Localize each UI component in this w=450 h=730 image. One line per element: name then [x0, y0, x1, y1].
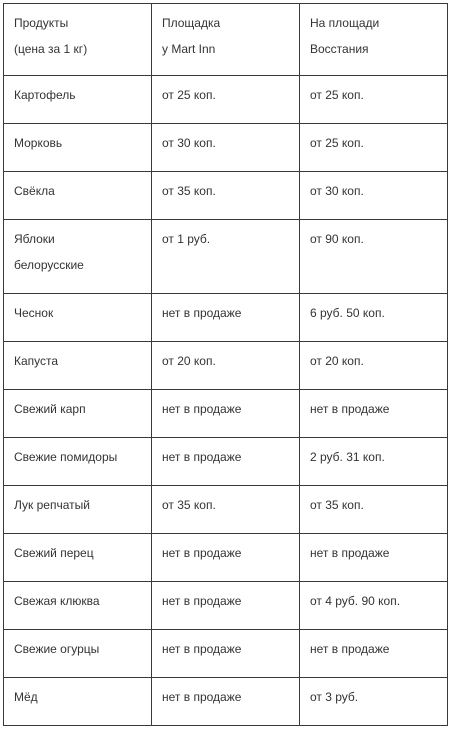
product-cell	[4, 630, 152, 678]
table-row	[4, 438, 448, 486]
square-price-cell: 6 руб. 50 коп.	[300, 294, 448, 342]
product-name: Свежая клюква	[14, 594, 100, 608]
product-cell	[4, 124, 152, 172]
mart-inn-price-cell: от 20 коп.	[152, 342, 300, 390]
table-row	[4, 124, 448, 172]
product-name: Капуста	[14, 354, 59, 368]
square-price-cell: от 20 коп.	[300, 342, 448, 390]
header-mart-inn	[152, 4, 300, 76]
product-cell	[4, 534, 152, 582]
mart-inn-price-cell: нет в продаже	[152, 438, 300, 486]
square-price-cell: нет в продаже	[300, 390, 448, 438]
product-cell	[4, 582, 152, 630]
product-name: Яблоки	[14, 232, 55, 246]
square-price-cell: от 30 коп.	[300, 172, 448, 220]
product-name: Чеснок	[14, 306, 54, 320]
mart-inn-price-cell: от 35 коп.	[152, 172, 300, 220]
square-price-cell: от 25 коп.	[300, 124, 448, 172]
product-name: Мёд	[14, 690, 38, 704]
product-name: белорусские	[14, 258, 84, 272]
table-row	[4, 582, 448, 630]
mart-inn-price-cell: нет в продаже	[152, 390, 300, 438]
product-cell	[4, 438, 152, 486]
header-square-line: На площади	[310, 16, 380, 30]
product-cell	[4, 220, 152, 294]
mart-inn-price-cell: нет в продаже	[152, 630, 300, 678]
mart-inn-price-cell: от 1 руб.	[152, 220, 300, 294]
square-price-cell: нет в продаже	[300, 630, 448, 678]
table-header-row	[4, 4, 448, 76]
product-cell	[4, 172, 152, 220]
table-row	[4, 76, 448, 124]
mart-inn-price-cell: нет в продаже	[152, 294, 300, 342]
product-name: Морковь	[14, 136, 63, 150]
mart-inn-price-cell: от 25 коп.	[152, 76, 300, 124]
square-price-cell: 2 руб. 31 коп.	[300, 438, 448, 486]
mart-inn-price-cell: от 35 коп.	[152, 486, 300, 534]
product-cell	[4, 294, 152, 342]
square-price-cell: от 4 руб. 90 коп.	[300, 582, 448, 630]
table-row	[4, 678, 448, 726]
mart-inn-price-cell: нет в продаже	[152, 678, 300, 726]
header-mart-inn-line: у Mart Inn	[162, 42, 216, 56]
header-square-line: Восстания	[310, 42, 369, 56]
square-price-cell: от 90 коп.	[300, 220, 448, 294]
header-product-line: Продукты	[14, 16, 69, 30]
product-name: Свёкла	[14, 184, 55, 198]
mart-inn-price-cell: от 30 коп.	[152, 124, 300, 172]
header-product	[4, 4, 152, 76]
price-table-body	[4, 4, 448, 726]
product-name: Свежий перец	[14, 546, 94, 560]
product-cell	[4, 486, 152, 534]
header-mart-inn-line: Площадка	[162, 16, 221, 30]
mart-inn-price-cell: нет в продаже	[152, 534, 300, 582]
product-cell	[4, 342, 152, 390]
product-name: Картофель	[14, 88, 76, 102]
product-cell	[4, 76, 152, 124]
product-name: Свежие помидоры	[14, 450, 118, 464]
product-name: Свежий карп	[14, 402, 86, 416]
product-name: Свежие огурцы	[14, 642, 100, 656]
table-row	[4, 172, 448, 220]
square-price-cell: от 25 коп.	[300, 76, 448, 124]
table-row	[4, 534, 448, 582]
header-product-line: (цена за 1 кг)	[14, 42, 88, 56]
header-square	[300, 4, 448, 76]
price-table	[3, 3, 448, 726]
table-row	[4, 390, 448, 438]
product-cell	[4, 678, 152, 726]
table-row	[4, 486, 448, 534]
square-price-cell: от 35 коп.	[300, 486, 448, 534]
product-name: Лук репчатый	[14, 498, 90, 512]
table-row	[4, 220, 448, 294]
table-row	[4, 630, 448, 678]
square-price-cell: от 3 руб.	[300, 678, 448, 726]
mart-inn-price-cell: нет в продаже	[152, 582, 300, 630]
square-price-cell: нет в продаже	[300, 534, 448, 582]
table-row	[4, 294, 448, 342]
table-row	[4, 342, 448, 390]
product-cell	[4, 390, 152, 438]
